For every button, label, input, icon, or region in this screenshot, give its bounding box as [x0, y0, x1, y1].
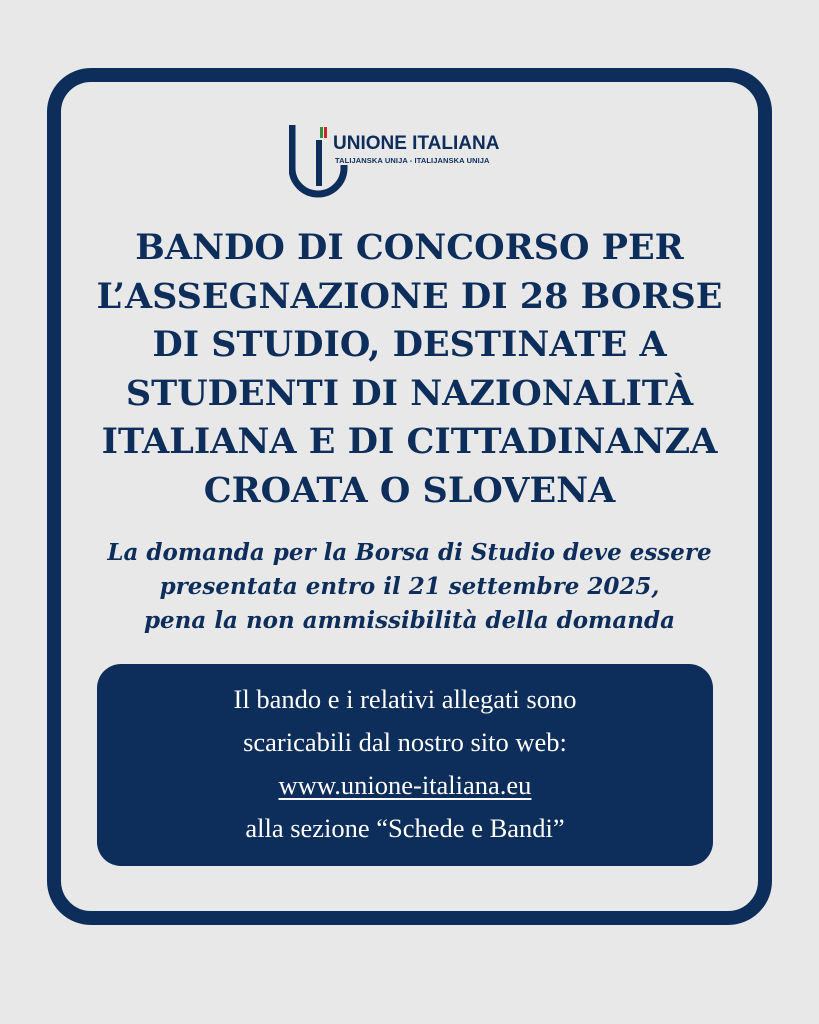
download-info-box [97, 664, 713, 866]
info-line: Il bando e i relativi allegati sono [233, 684, 577, 714]
headline-line: BANDO DI CONCORSO PER [135, 227, 684, 268]
headline-line: CROATA O SLOVENA [203, 469, 616, 511]
headline-line: L’ASSEGNAZIONE DI 28 BORSE [96, 275, 723, 317]
deadline-line: pena la non ammissibilità della domanda [143, 607, 676, 634]
info-line: alla sezione “Schede e Bandi” [245, 813, 565, 843]
headline-line: DI STUDIO, DESTINATE A [152, 324, 667, 365]
headline-line: STUDENTI DI NAZIONALITÀ [125, 372, 694, 414]
website-link[interactable]: www.unione-italiana.eu [278, 770, 532, 800]
unione-italiana-logo [289, 122, 539, 202]
logo-title: UNIONE ITALIANA [333, 133, 500, 154]
headline-line: ITALIANA E DI CITTADINANZA [101, 421, 718, 462]
logo-subtitle: TALIJANSKA UNIJA - ITALIJANSKA UNIJA [335, 156, 490, 165]
website-link-row [97, 764, 713, 807]
deadline-notice [60, 536, 759, 638]
announcement-headline [60, 224, 759, 515]
deadline-line: La domanda per la Borsa di Studio deve essere [107, 539, 712, 566]
info-line: scaricabili dal nostro sito web: [243, 727, 567, 757]
deadline-line: presentata entro il 21 settembre 2025, [159, 573, 660, 600]
